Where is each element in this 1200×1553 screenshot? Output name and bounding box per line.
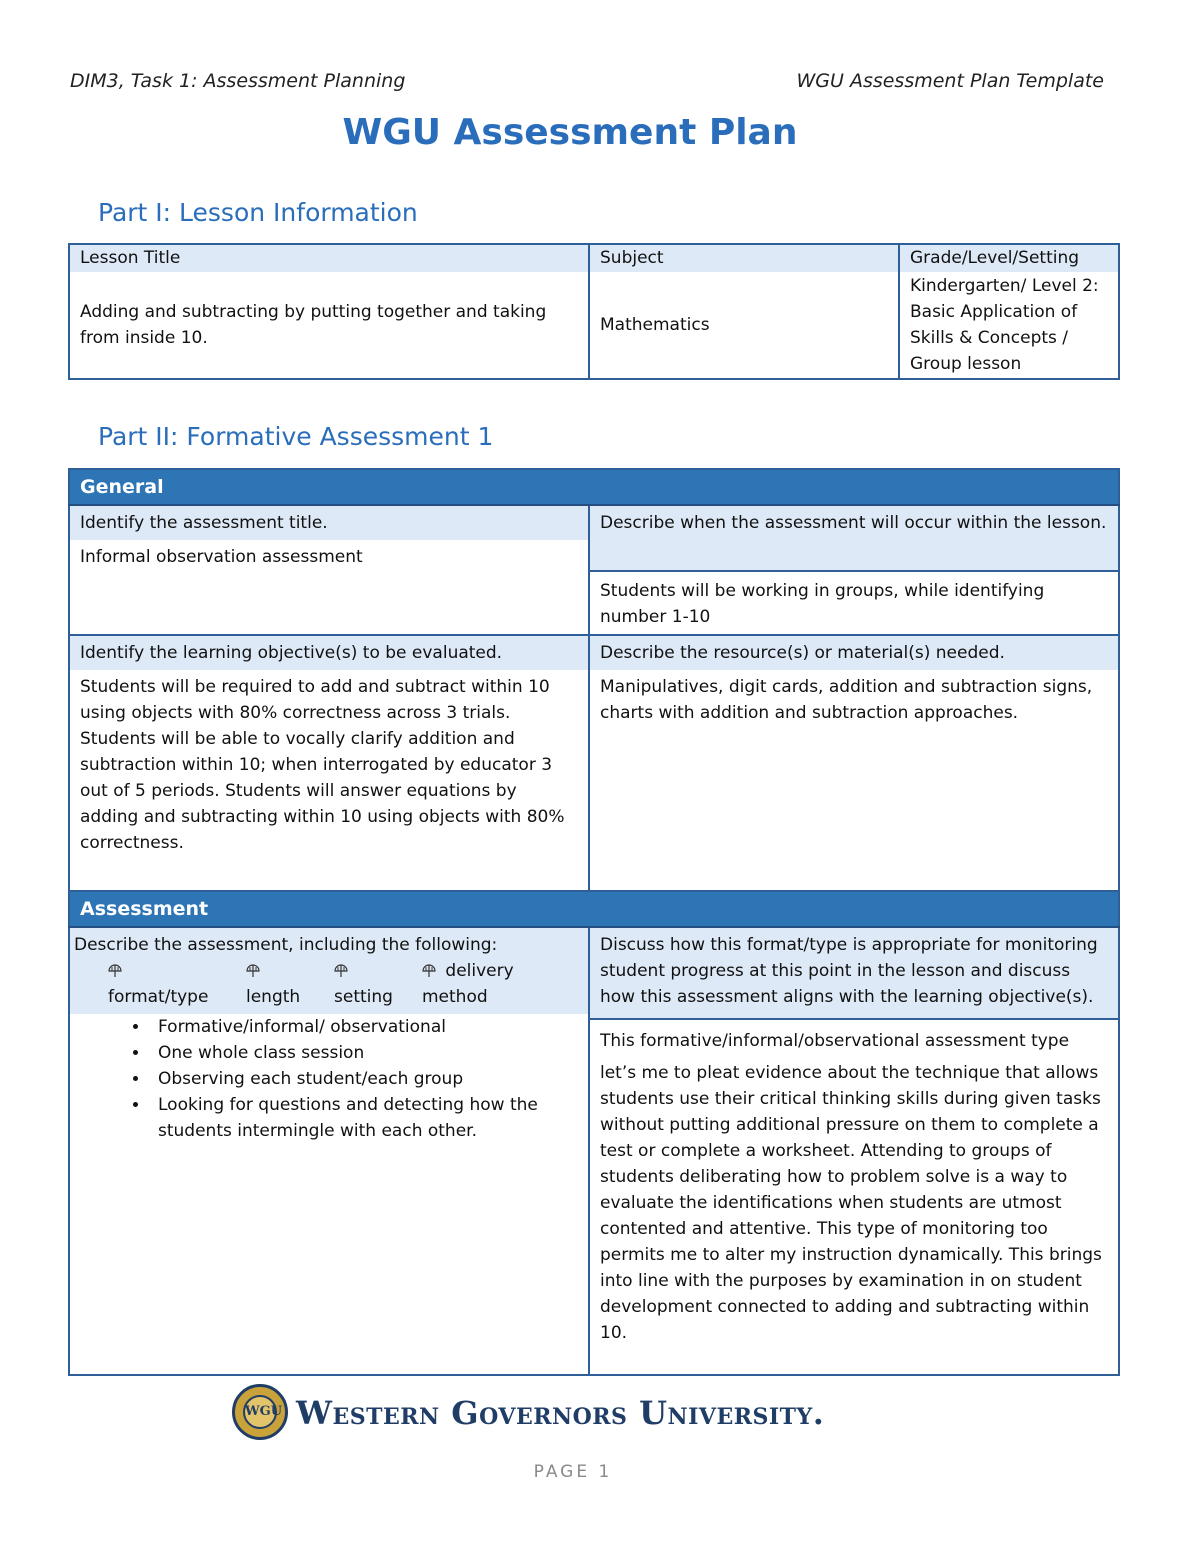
discuss-label: Discuss how this format/type is appropriate for monitoring student progress at this point in the lesson and discuss how this assessment aligns with the learning objective(s). xyxy=(590,928,1118,1018)
lesson-info-header-row xyxy=(69,244,1119,272)
discuss-value-intro: This formative/informal/observational assessment type xyxy=(590,1018,1118,1058)
setting-label: setting xyxy=(334,987,393,1007)
resources-label: Describe the resource(s) or material(s) needed. xyxy=(590,636,1118,670)
general-band: General xyxy=(69,469,1119,505)
header-left: DIM3, Task 1: Assessment Planning xyxy=(70,70,406,92)
discuss-cell xyxy=(589,927,1119,1375)
umbrella-icon xyxy=(108,962,126,976)
format-type-label: format/type xyxy=(108,987,209,1007)
wgu-logo xyxy=(232,1384,892,1444)
formative-assessment-table xyxy=(68,468,1120,1376)
length-label: length xyxy=(246,987,301,1007)
assessment-when-value: Students will be working in groups, while identifying number 1-10 xyxy=(590,570,1118,634)
grade-value: Kindergarten/ Level 2: Basic Application of Skills & Concepts / Group lesson xyxy=(899,272,1119,379)
assessment-when-label: Describe when the assessment will occur within the lesson. xyxy=(590,506,1118,570)
learning-objective-cell xyxy=(69,635,589,891)
lesson-info-table xyxy=(68,243,1120,380)
subject-value: Mathematics xyxy=(589,272,899,379)
list-item: • Formative/informal/ observational xyxy=(150,1014,588,1040)
describe-item-delivery xyxy=(422,958,532,1010)
assessment-band: Assessment xyxy=(69,891,1119,927)
assessment-title-label: Identify the assessment title. xyxy=(70,506,588,540)
discuss-value-body: let’s me to pleat evidence about the technique that allows students use their critical thinking skills during given tasks without putting additional pressure on them to complete a test or complete a worksheet. Attending to groups of students deliberating how to problem solve is a way to evaluate the identifications when students are utmost contented and attentive. This type of monitoring too permits me to alter my instruction dynamically. This brings into line with the purposes by examination in on student development connected to adding and subtracting within 10. xyxy=(600,1063,1102,1343)
assessment-when-cell xyxy=(589,505,1119,635)
describe-item-setting xyxy=(334,958,422,1010)
lesson-title-label: Lesson Title xyxy=(69,244,589,272)
page-title: WGU Assessment Plan xyxy=(342,112,798,153)
page-number: PAGE 1 xyxy=(533,1462,613,1482)
assessment-title-value: Informal observation assessment xyxy=(80,547,363,567)
list-item: • Observing each student/each group xyxy=(150,1066,588,1092)
subject-label: Subject xyxy=(589,244,899,272)
umbrella-icon xyxy=(334,962,352,976)
list-item: • Looking for questions and detecting how the students intermingle with each other. xyxy=(150,1092,588,1144)
lesson-title-value: Adding and subtracting by putting together and taking from inside 10. xyxy=(69,272,589,379)
describe-items xyxy=(74,958,578,1010)
grade-label: Grade/Level/Setting xyxy=(899,244,1119,272)
part1-heading: Part I: Lesson Information xyxy=(98,198,418,227)
umbrella-icon xyxy=(422,962,440,976)
describe-assessment-label: Describe the assessment, including the following: xyxy=(74,935,498,955)
wgu-seal-icon xyxy=(232,1384,288,1440)
header-right: WGU Assessment Plan Template xyxy=(796,70,1104,92)
describe-item-length xyxy=(246,958,334,1010)
wgu-seal-text: WGU xyxy=(243,1395,277,1429)
describe-assessment-cell xyxy=(69,927,589,1375)
list-item: • One whole class session xyxy=(150,1040,588,1066)
part2-heading: Part II: Formative Assessment 1 xyxy=(98,422,494,451)
describe-assessment-header xyxy=(70,928,588,1014)
resources-cell xyxy=(589,635,1119,891)
delivery-method-label: delivery method xyxy=(422,961,514,1007)
describe-bullet-list xyxy=(70,1014,588,1144)
university-name: Western Governors University. xyxy=(296,1394,825,1432)
describe-item-format xyxy=(108,958,246,1010)
assessment-title-cell xyxy=(69,505,589,635)
lesson-info-value-row xyxy=(69,272,1119,379)
learning-objective-label: Identify the learning objective(s) to be evaluated. xyxy=(70,636,588,670)
resources-value: Manipulatives, digit cards, addition and subtraction signs, charts with addition and subtraction approaches. xyxy=(600,677,1093,723)
umbrella-icon xyxy=(246,962,264,976)
learning-objective-value: Students will be required to add and subtract within 10 using objects with 80% correctness across 3 trials. Students will be able to vocally clarify addition and subtraction within 10; when interrogated by educator 3 out of 5 periods. Students will answer equations by adding and subtracting within 10 using objects with 80% correctness. xyxy=(80,677,565,853)
